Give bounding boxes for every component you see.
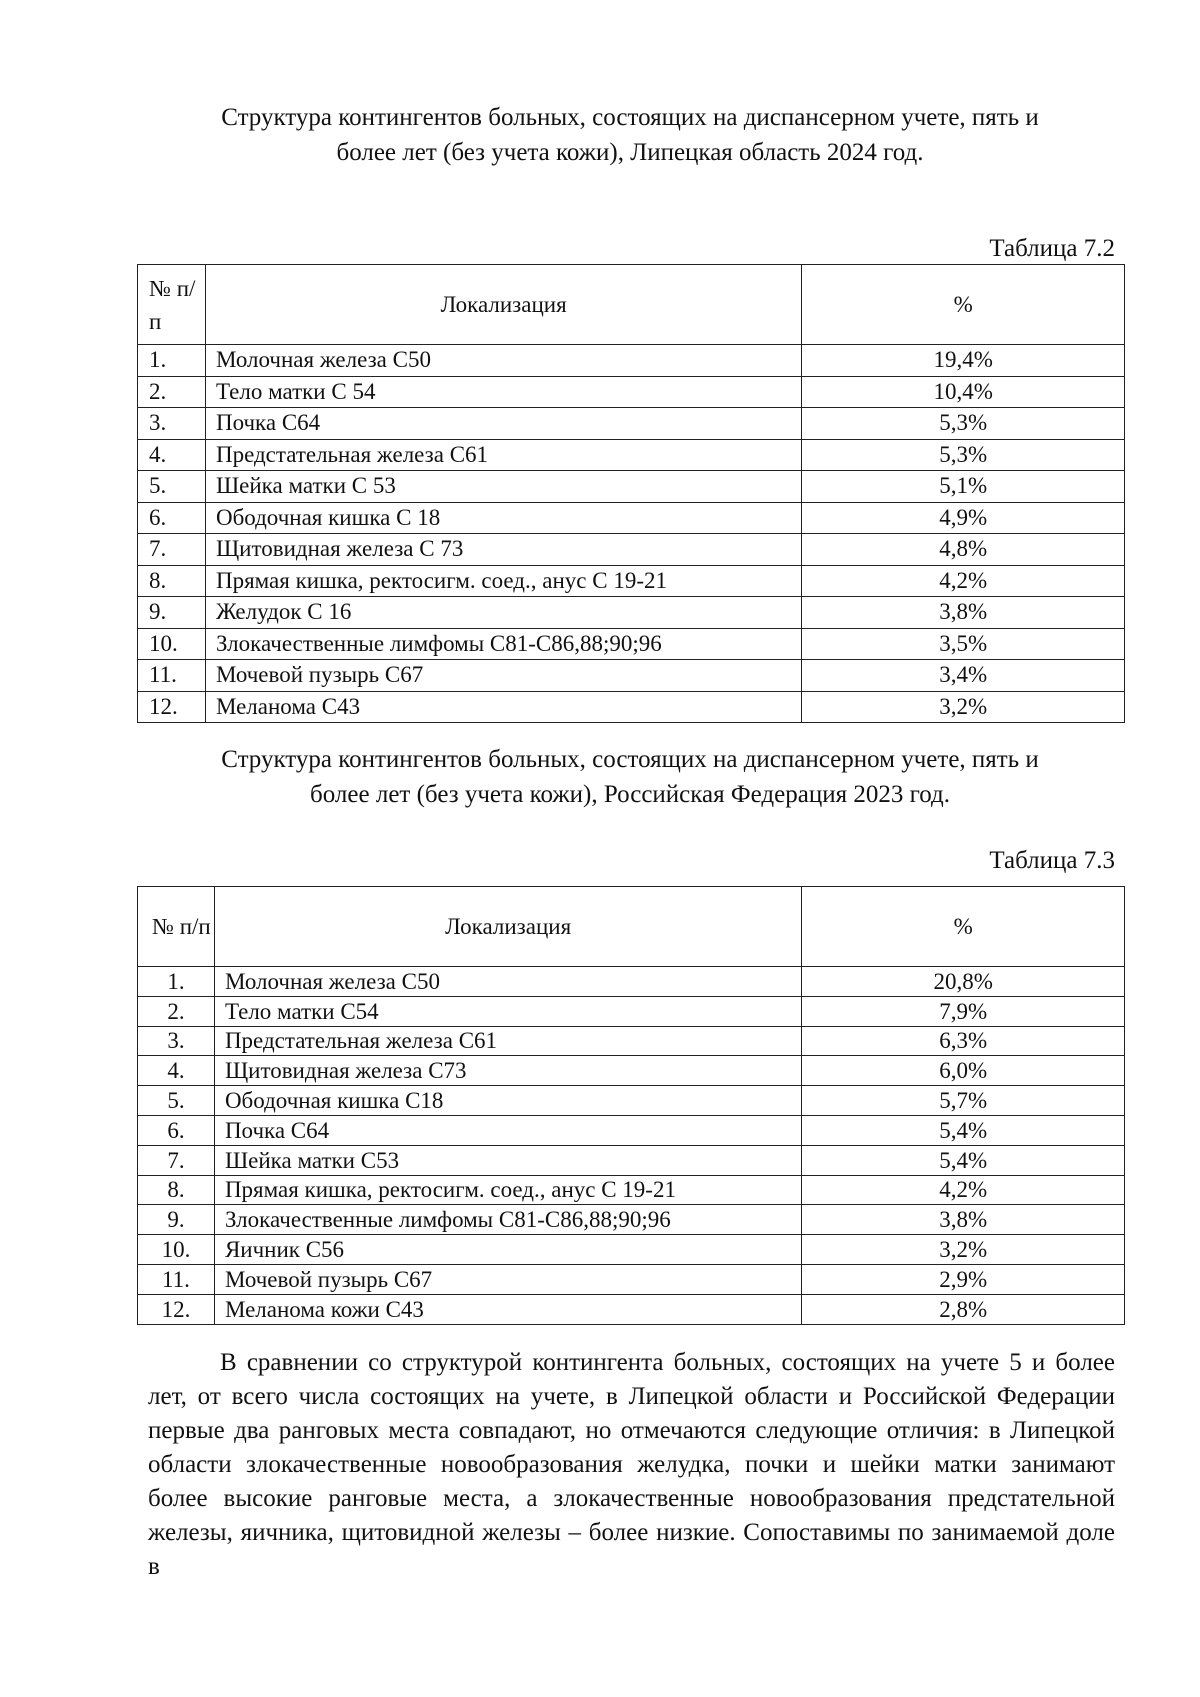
row-percent: 4,8% [802,534,1125,566]
row-percent: 3,4% [802,660,1125,692]
row-localization: Предстательная железа С61 [214,1026,801,1056]
header-localization: Локализация [205,265,801,345]
row-localization: Щитовидная железа С 73 [205,534,801,566]
row-percent: 3,5% [802,628,1125,660]
table-row [138,628,1125,660]
header-number-label: № п/п [152,914,211,939]
table-7-3 [137,886,1125,1325]
table-7-2-label: Таблица 7.2 [989,235,1115,262]
row-percent: 3,2% [802,691,1125,723]
row-number: 6. [138,1115,215,1145]
row-localization: Молочная железа С50 [205,345,801,377]
row-localization: Предстательная железа С61 [205,439,801,471]
row-percent: 4,2% [802,565,1125,597]
table-row [138,1026,1125,1056]
row-localization: Меланома кожи С43 [214,1294,801,1324]
table-row [138,597,1125,629]
header-number [138,887,215,967]
row-number: 7. [138,534,206,566]
row-percent: 3,8% [802,597,1125,629]
row-number: 4. [138,439,206,471]
row-number: 12. [138,691,206,723]
row-number: 2. [138,996,215,1026]
section1-title [150,100,1110,170]
row-localization: Щитовидная железа С73 [214,1056,801,1086]
header-number-label: № п/п [149,275,196,334]
row-number: 1. [138,967,215,997]
row-percent: 3,2% [802,1235,1125,1265]
row-percent: 5,3% [802,408,1125,440]
row-localization: Шейка матки С53 [214,1145,801,1175]
table-header-row [138,265,1125,345]
row-number: 8. [138,1175,215,1205]
row-number: 5. [138,1086,215,1116]
table-row [138,502,1125,534]
row-percent: 5,4% [802,1145,1125,1175]
row-percent: 3,8% [802,1205,1125,1235]
section2-title-line1: Структура контингентов больных, состоящих на диспансерном учете, пять и [221,746,1039,773]
row-localization: Почка С64 [205,408,801,440]
table-row [138,565,1125,597]
table-row [138,967,1125,997]
row-localization: Тело матки С54 [214,996,801,1026]
row-number: 3. [138,408,206,440]
table-row [138,471,1125,503]
row-percent: 5,7% [802,1086,1125,1116]
table-row [138,1115,1125,1145]
row-number: 12. [138,1294,215,1324]
table-row [138,1205,1125,1235]
row-number: 2. [138,376,206,408]
row-percent: 6,0% [802,1056,1125,1086]
section2-title [150,742,1110,812]
row-number: 4. [138,1056,215,1086]
table-7-2 [137,264,1125,723]
row-number: 9. [138,597,206,629]
table-7-3-label: Таблица 7.3 [989,847,1115,874]
table-row [138,1056,1125,1086]
row-localization: Мочевой пузырь С67 [214,1264,801,1294]
table-header-row [138,887,1125,967]
row-localization: Злокачественные лимфомы С81-С86,88;90;96 [205,628,801,660]
section1-title-line1: Структура контингентов больных, состоящих на диспансерном учете, пять и [221,104,1039,131]
row-localization: Почка С64 [214,1115,801,1145]
table-row [138,691,1125,723]
table-row [138,1175,1125,1205]
row-localization: Ободочная кишка С18 [214,1086,801,1116]
row-percent: 5,1% [802,471,1125,503]
header-percent: % [802,887,1125,967]
header-number [138,265,206,345]
row-localization: Яичник С56 [214,1235,801,1265]
row-percent: 5,3% [802,439,1125,471]
row-localization: Злокачественные лимфомы С81-С86,88;90;96 [214,1205,801,1235]
row-localization: Молочная железа С50 [214,967,801,997]
row-number: 6. [138,502,206,534]
section2-title-line2: более лет (без учета кожи), Российская Федерация 2023 год. [310,781,950,808]
comparison-paragraph: В сравнении со структурой контингента больных, состоящих на учете 5 и более лет, от всего числа состоящих на учете, в Липецкой области и Российской Федерации первые два ранговых места совпадают, но отмечаются следующие отличия: в Липецкой области злокачественные новообразования желудка, почки и шейки матки занимают более высокие ранговые места, а злокачественные новообразования предстательной железы, яичника, щитовидной железы – более низкие. Сопоставимы по занимаемой доле в [148,1349,1115,1580]
row-number: 10. [138,1235,215,1265]
table-row [138,534,1125,566]
row-number: 1. [138,345,206,377]
row-number: 10. [138,628,206,660]
table-row [138,345,1125,377]
row-percent: 2,8% [802,1294,1125,1324]
row-localization: Желудок С 16 [205,597,801,629]
row-localization: Прямая кишка, ректосигм. соед., анус С 19-21 [214,1175,801,1205]
table-row [138,1235,1125,1265]
row-percent: 20,8% [802,967,1125,997]
table-row [138,996,1125,1026]
row-number: 9. [138,1205,215,1235]
section1-title-line2: более лет (без учета кожи), Липецкая область 2024 год. [336,139,924,166]
row-number: 11. [138,660,206,692]
row-percent: 4,2% [802,1175,1125,1205]
row-number: 11. [138,1264,215,1294]
row-localization: Тело матки С 54 [205,376,801,408]
header-localization: Локализация [214,887,801,967]
row-localization: Меланома С43 [205,691,801,723]
row-percent: 5,4% [802,1115,1125,1145]
row-number: 7. [138,1145,215,1175]
row-percent: 19,4% [802,345,1125,377]
row-percent: 6,3% [802,1026,1125,1056]
row-localization: Ободочная кишка С 18 [205,502,801,534]
row-number: 8. [138,565,206,597]
table-row [138,1145,1125,1175]
row-localization: Шейка матки С 53 [205,471,801,503]
table-row [138,1264,1125,1294]
table-row [138,376,1125,408]
row-percent: 4,9% [802,502,1125,534]
row-percent: 2,9% [802,1264,1125,1294]
row-localization: Прямая кишка, ректосигм. соед., анус С 19-21 [205,565,801,597]
table-row [138,1086,1125,1116]
row-localization: Мочевой пузырь С67 [205,660,801,692]
table-row [138,408,1125,440]
row-percent: 10,4% [802,376,1125,408]
row-number: 5. [138,471,206,503]
table-row [138,439,1125,471]
table-row [138,660,1125,692]
header-percent: % [802,265,1125,345]
row-number: 3. [138,1026,215,1056]
table-row [138,1294,1125,1324]
row-percent: 7,9% [802,996,1125,1026]
